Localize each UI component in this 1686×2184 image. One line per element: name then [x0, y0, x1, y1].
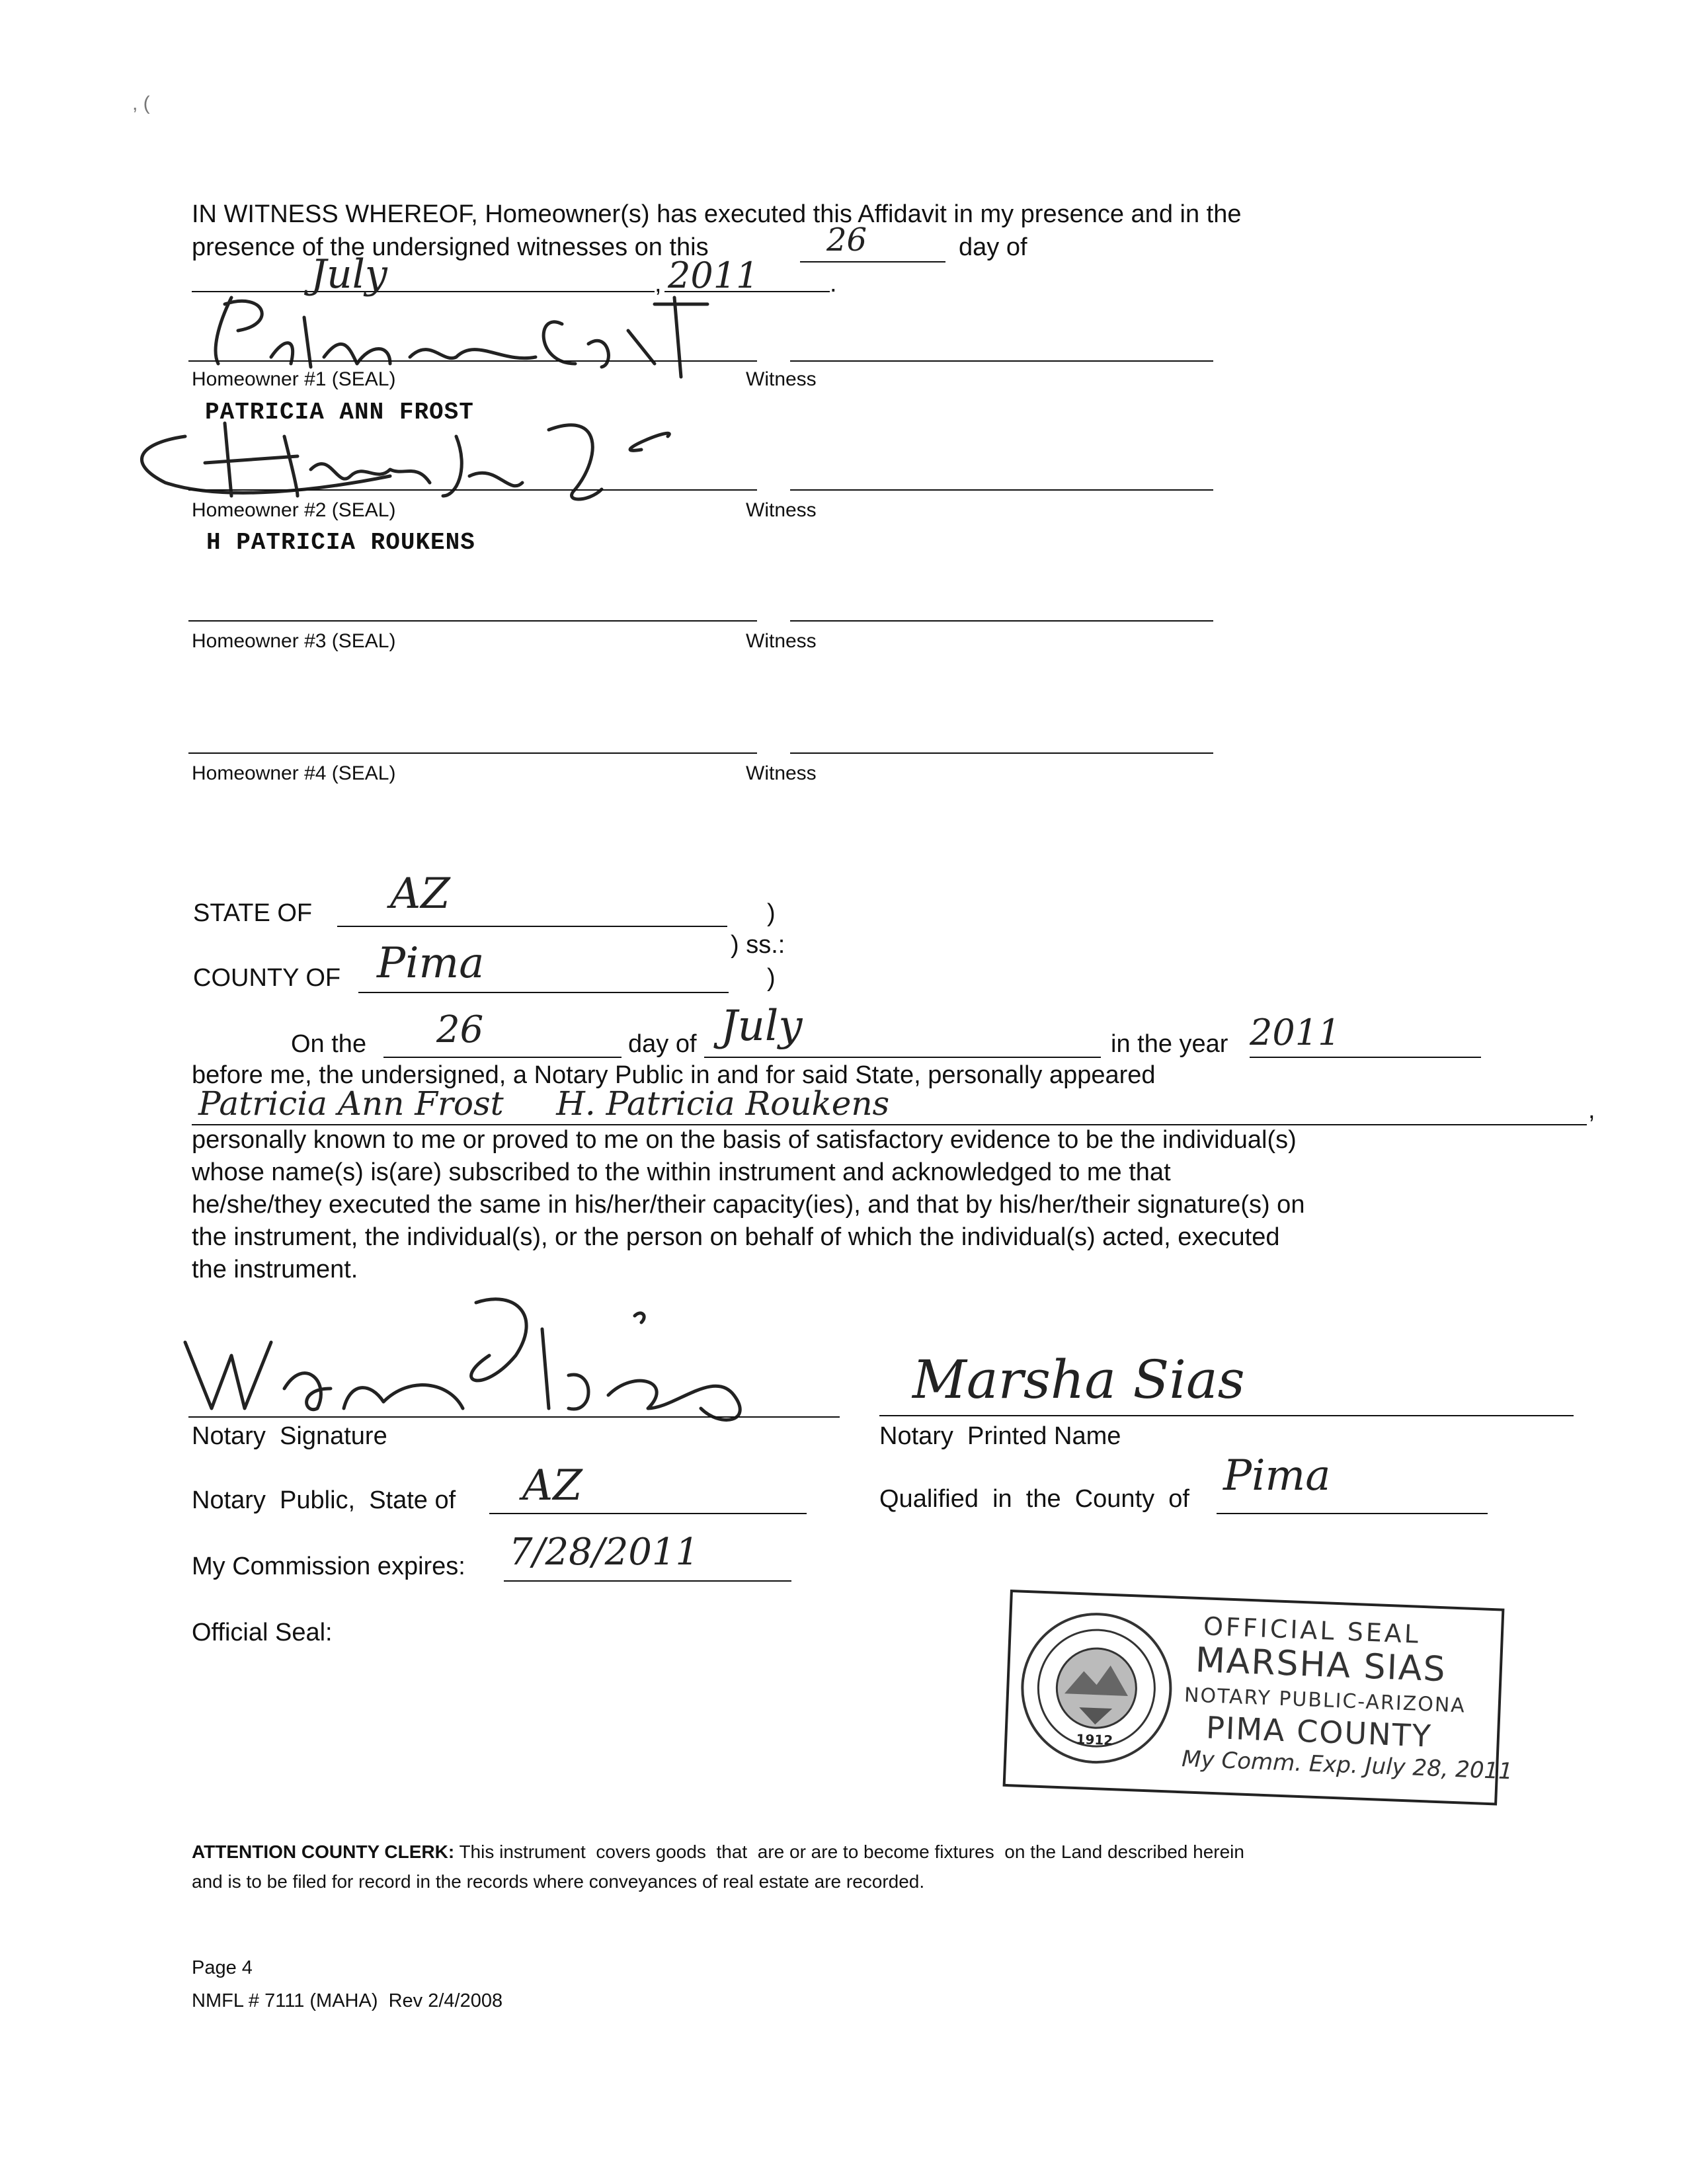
ack-body-line: personally known to me or proved to me on the basis of satisfactory evidence to be the individual(s) [192, 1126, 1297, 1154]
notary-signature-line [188, 1416, 840, 1418]
notary-county-line [1217, 1513, 1488, 1514]
footer-page: Page 4 [192, 1957, 253, 1978]
ack-in-the-year: in the year [1111, 1030, 1228, 1058]
ack-year-line [1250, 1057, 1481, 1058]
witness-day-line [800, 261, 945, 263]
notary-signature-label: Notary Signature [192, 1422, 387, 1450]
witness-4-line [790, 752, 1213, 754]
ack-before-me: before me, the undersigned, a Notary Public in and for said State, personally appeared [192, 1061, 1156, 1089]
ack-body-line: whose name(s) is(are) subscribed to the within instrument and acknowledged to me that [192, 1158, 1171, 1186]
witness-clause-line2-b: day of [959, 233, 1027, 261]
homeowner-2-line [188, 489, 757, 491]
seal-emblem-year: 1912 [1076, 1730, 1113, 1749]
top-marks: , ( [132, 93, 150, 114]
notary-printed-name-label: Notary Printed Name [879, 1422, 1121, 1450]
attention-line1-rest: This instrument covers goods that are or are to become fixtures on the Land described herein [454, 1841, 1244, 1862]
attention-line2: and is to be filed for record in the records where conveyances of real estate are recorded. [192, 1871, 925, 1892]
venue-ss: ) ss.: [731, 931, 785, 959]
seal-line-notary: NOTARY PUBLIC-ARIZONA [1184, 1683, 1466, 1718]
witness-comma: , [655, 270, 662, 298]
notary-official-seal-label: Official Seal: [192, 1619, 333, 1646]
ack-trailing-comma: , [1588, 1096, 1595, 1124]
notary-printed-name-value: Marsha Sias [912, 1349, 1245, 1410]
ack-month-value: July [721, 1002, 803, 1051]
ack-year-value: 2011 [1250, 1012, 1341, 1053]
witness-day-value: 26 [826, 222, 867, 259]
ack-day-of: day of [628, 1030, 697, 1058]
homeowner-2-printed-name: H PATRICIA ROUKENS [206, 529, 475, 556]
ack-body [192, 1124, 1461, 1286]
notary-county-label: Qualified in the County of [879, 1485, 1189, 1513]
homeowner-4-label: Homeowner #4 (SEAL) [192, 762, 396, 784]
homeowner-3-label: Homeowner #3 (SEAL) [192, 630, 396, 652]
venue-paren-2: ) [767, 964, 776, 992]
homeowner-3-line [188, 620, 757, 622]
county-of-line [358, 992, 729, 993]
ack-day-line [383, 1057, 622, 1058]
notary-commission-line [504, 1580, 791, 1582]
homeowner-4-line [188, 752, 757, 754]
seal-line-name: MARSHA SIAS [1194, 1640, 1447, 1690]
venue-paren-1: ) [767, 899, 776, 927]
notary-state-value: AZ [522, 1461, 582, 1510]
footer-form-id: NMFL # 7111 (MAHA) Rev 2/4/2008 [192, 1990, 503, 2011]
seal-line-expiration: My Comm. Exp. July 28, 2011 [1181, 1746, 1513, 1785]
ack-body-line: he/she/they executed the same in his/her/their capacity(ies), and that by his/her/their signature(s) on [192, 1191, 1305, 1219]
homeowner-2-signature [126, 397, 701, 509]
notary-printed-name-line [879, 1415, 1574, 1416]
witness-clause-line2-a: presence of the undersigned witnesses on this [192, 233, 709, 261]
witness-2-label: Witness [746, 499, 817, 521]
notary-county-value: Pima [1223, 1451, 1331, 1500]
seal-line-county: PIMA COUNTY [1205, 1709, 1433, 1754]
state-of-line [337, 926, 727, 927]
witness-2-line [790, 489, 1213, 491]
county-of-label: COUNTY OF [193, 964, 341, 992]
witness-year-value: 2011 [668, 255, 759, 296]
homeowner-1-printed-name: PATRICIA ANN FROST [205, 399, 474, 426]
ack-appeared-value: Patricia Ann Frost H. Patricia Roukens [198, 1084, 890, 1123]
notary-state-line [489, 1513, 807, 1514]
ack-month-line [704, 1057, 1101, 1058]
witness-3-line [790, 620, 1213, 622]
attention-line1 [192, 1841, 1244, 1863]
seal-line-official: OFFICIAL SEAL [1203, 1611, 1422, 1649]
notary-signature [172, 1276, 833, 1428]
notary-state-label: Notary Public, State of [192, 1486, 456, 1514]
official-seal-stamp [1003, 1590, 1513, 1805]
ack-body-line: the instrument. [192, 1256, 358, 1283]
witness-4-label: Witness [746, 762, 817, 784]
ack-day-value: 26 [436, 1008, 484, 1051]
state-of-label: STATE OF [193, 899, 313, 927]
witness-1-line [790, 360, 1213, 362]
homeowner-1-label: Homeowner #1 (SEAL) [192, 368, 396, 390]
county-of-value: Pima [377, 939, 485, 988]
witness-3-label: Witness [746, 630, 817, 652]
ack-on-the: On the [291, 1030, 367, 1058]
attention-bold: ATTENTION COUNTY CLERK: [192, 1841, 455, 1862]
notary-commission-label: My Commission expires: [192, 1553, 465, 1580]
homeowner-1-signature [192, 284, 734, 377]
witness-period: . [830, 270, 837, 298]
arizona-seal-emblem [1014, 1606, 1179, 1771]
witness-clause-line1: IN WITNESS WHEREOF, Homeowner(s) has executed this Affidavit in my presence and in the [192, 200, 1242, 228]
ack-body-line: the instrument, the individual(s), or the person on behalf of which the individual(s) acted, executed [192, 1223, 1280, 1251]
notary-commission-value: 7/28/2011 [509, 1531, 700, 1574]
homeowner-1-line [188, 360, 757, 362]
witness-1-label: Witness [746, 368, 817, 390]
homeowner-2-label: Homeowner #2 (SEAL) [192, 499, 396, 521]
witness-month-value: July [311, 251, 387, 298]
state-of-value: AZ [390, 870, 450, 918]
